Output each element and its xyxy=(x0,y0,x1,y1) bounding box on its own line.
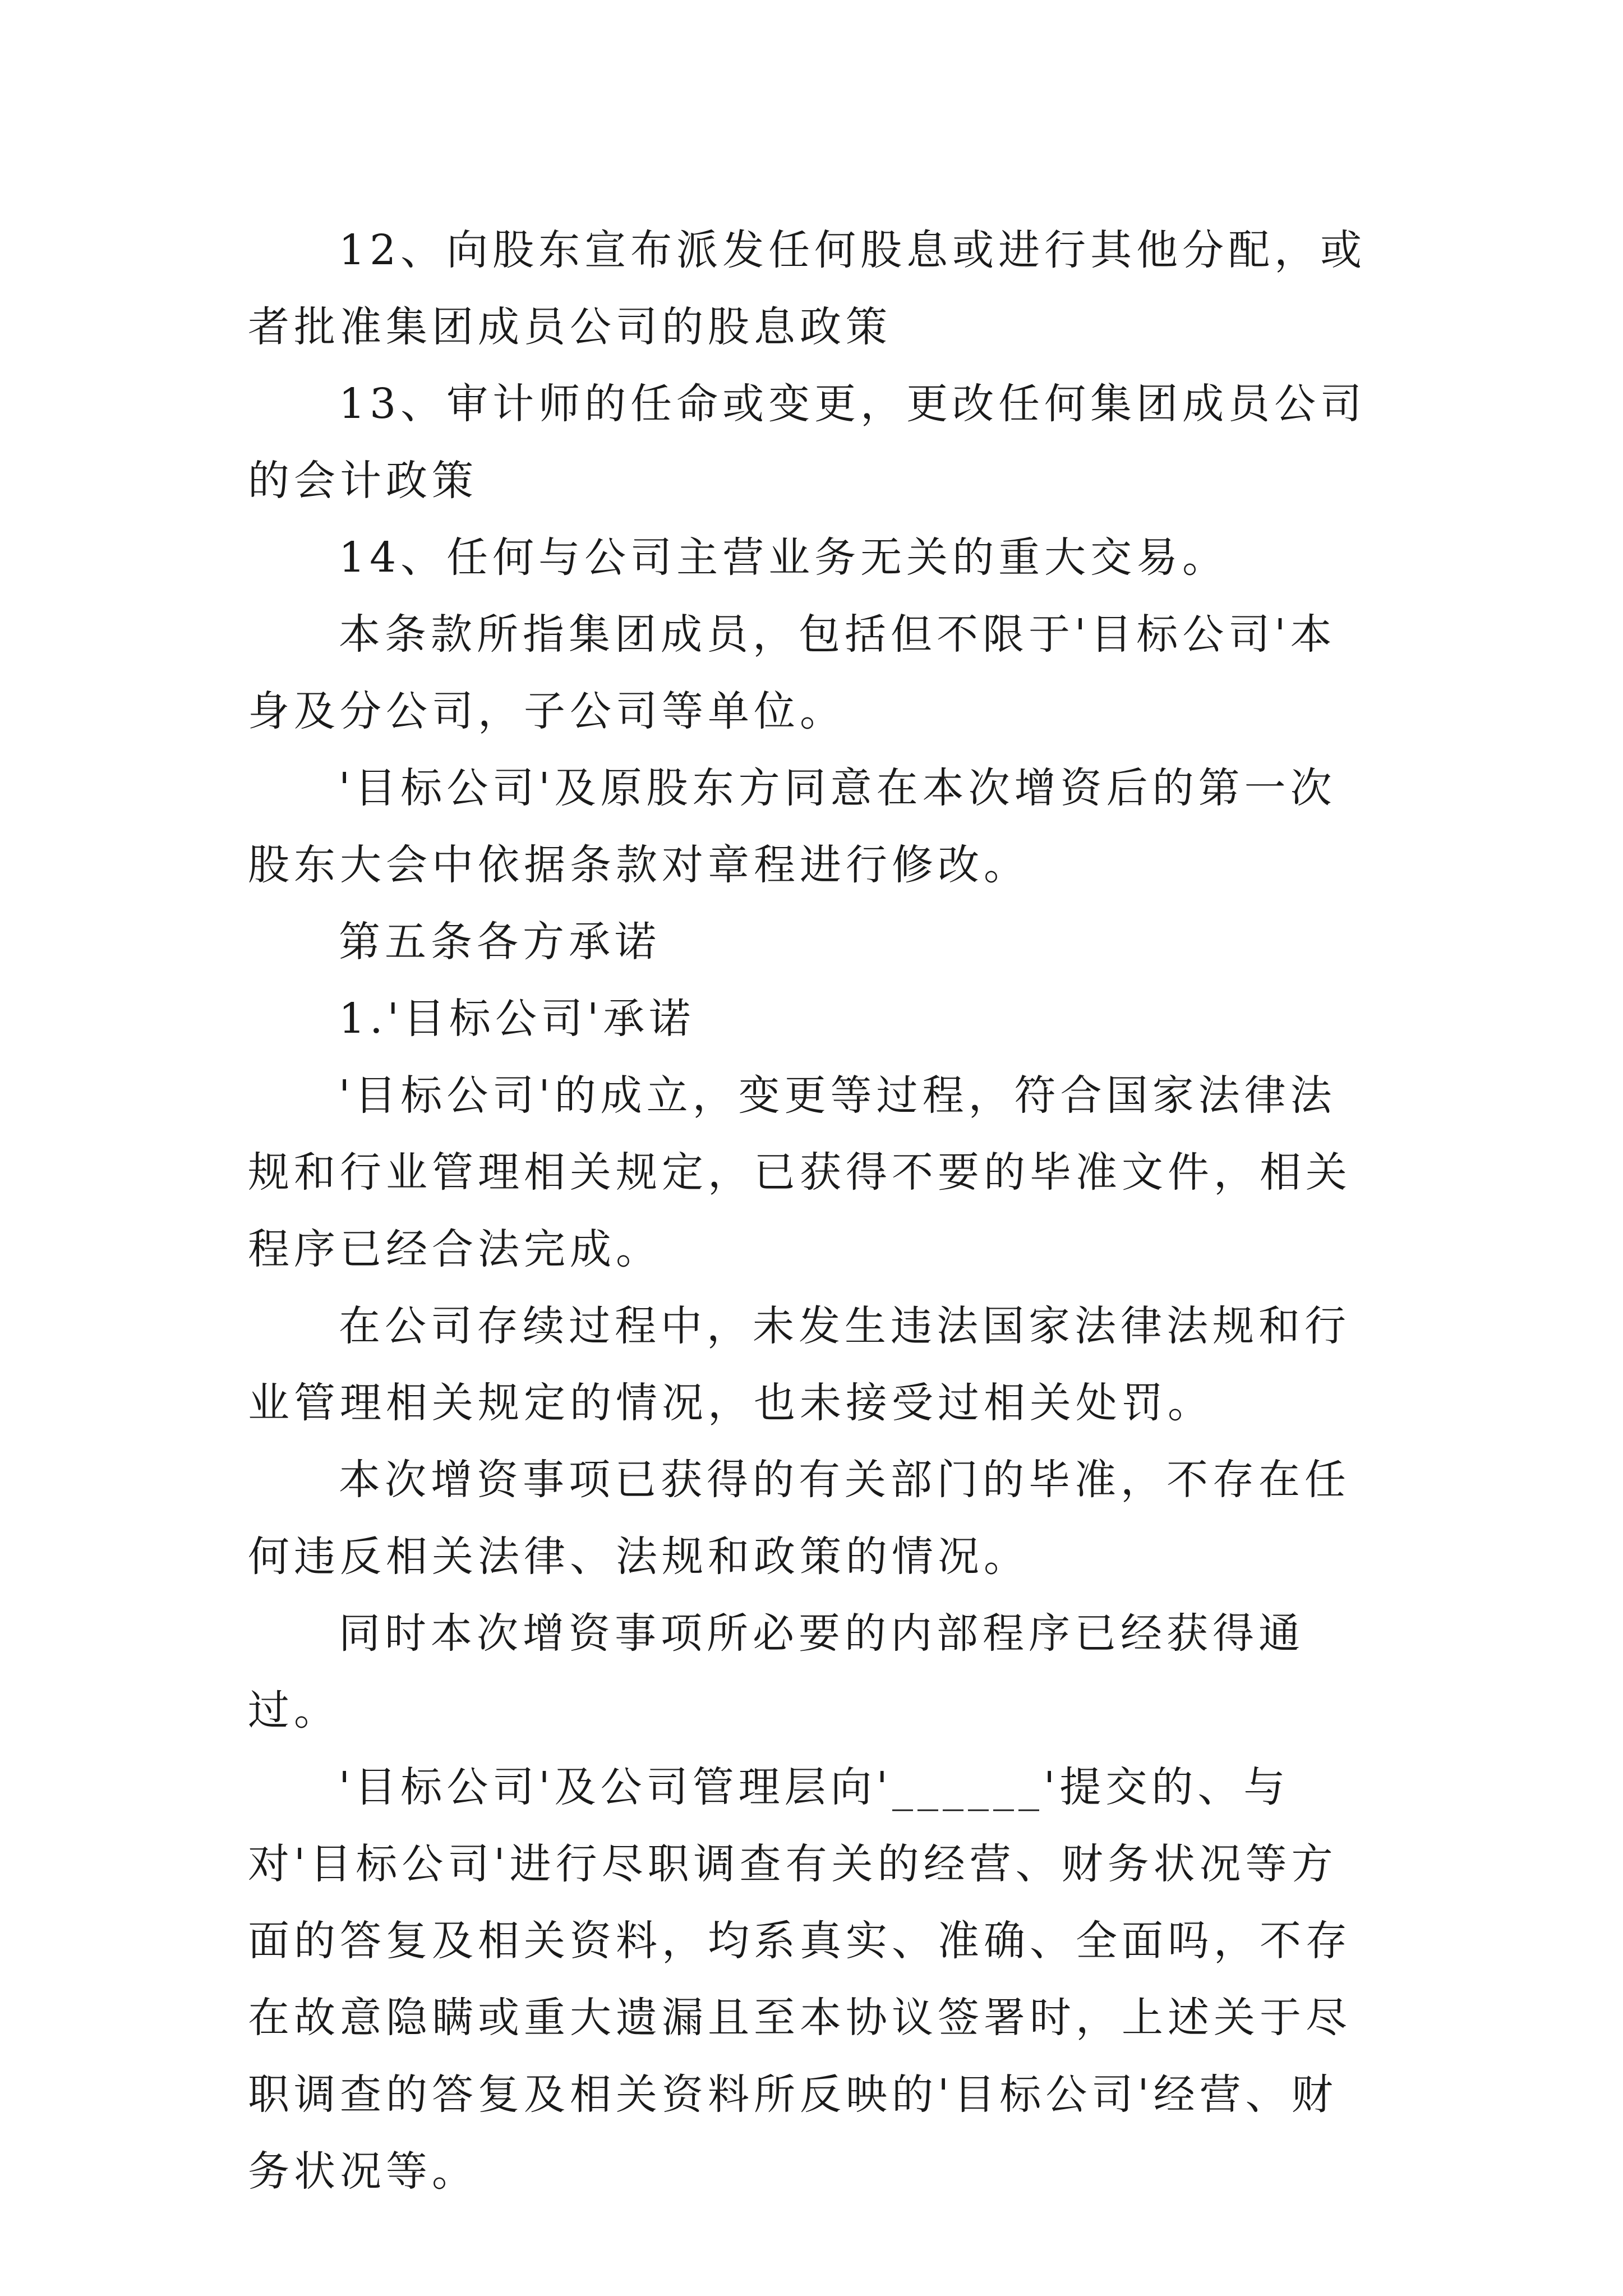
paragraph-group-members: 本条款所指集团成员，包括但不限于'目标公司'本身及分公司，子公司等单位。 xyxy=(248,610,1336,735)
paragraph-item-14: 14、任何与公司主营业务无关的重大交易。 xyxy=(339,533,1229,582)
paragraph-due-diligence: '目标公司'及公司管理层向'______'提交的、与对'目标公司'进行尽职调查有关的经营、财务状况等方面的答复及相关资料，均系真实、准确、全面吗，不存在故意隐瞒或重大遗漏且至本协议签署时，上述关于尽职调查的答复及相关资料所反映的'目标公司'经营、财务状况等。 xyxy=(248,1763,1352,2196)
document-body xyxy=(248,212,1375,2210)
paragraph-item-13: 13、审计师的任命或变更，更改任何集团成员公司的会计政策 xyxy=(248,380,1367,505)
paragraph-item-12: 12、向股东宣布派发任何股息或进行其他分配，或者批准集团成员公司的股息政策 xyxy=(248,226,1367,351)
paragraph-establishment: '目标公司'的成立，变更等过程，符合国家法律法规和行业管理相关规定，已获得不要的毕准文件，相关程序已经合法完成。 xyxy=(248,1071,1352,1273)
subsection-heading-target-company: 1.'目标公司'承诺 xyxy=(339,995,695,1043)
paragraph-no-violation: 在公司存续过程中，未发生违法国家法律法规和行业管理相关规定的情况，也未接受过相关处罚。 xyxy=(248,1302,1350,1427)
paragraph-internal-procedure: 同时本次增资事项所必要的内部程序已经获得通过。 xyxy=(248,1609,1304,1734)
paragraph-charter-amendment: '目标公司'及原股东方同意在本次增资后的第一次股东大会中依据条款对章程进行修改。 xyxy=(248,764,1336,889)
section-heading-article-5: 第五条各方承诺 xyxy=(339,918,661,966)
paragraph-approval: 本次增资事项已获得的有关部门的毕准，不存在任何违反相关法律、法规和政策的情况。 xyxy=(248,1456,1350,1581)
